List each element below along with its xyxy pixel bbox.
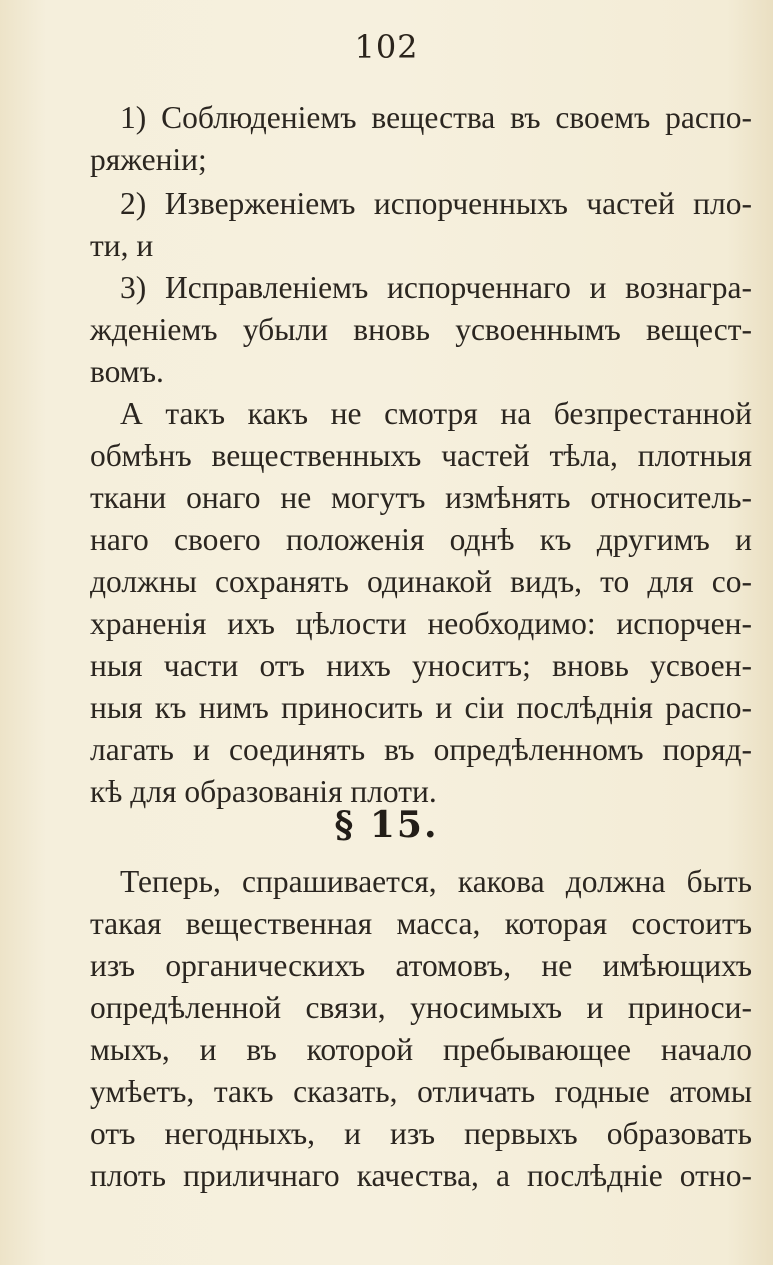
text-line: наго своего положенія однѣ къ другимъ и	[90, 522, 752, 557]
page-number: 102	[354, 28, 419, 66]
text-line: 2) Изверженіемъ испорченныхъ частей пло-	[120, 186, 752, 221]
text-line: обмѣнъ вещественныхъ частей тѣла, плотныя	[90, 438, 752, 473]
text-line: жденіемъ убыли вновь усвоеннымъ вещест-	[90, 312, 752, 347]
text-line: такая вещественная масса, которая состоитъ	[90, 906, 752, 941]
text-line: изъ органическихъ атомовъ, не имѣющихъ	[90, 948, 752, 983]
text-line: 1) Соблюденіемъ вещества въ своемъ распо-	[120, 100, 752, 135]
text-line: лагать и соединять въ опредѣленномъ поряд-	[90, 732, 752, 767]
text-line: плоть приличнаго качества, а послѣдніе отно-	[90, 1158, 752, 1193]
text-line: ныя къ нимъ приносить и сіи послѣднія распо-	[90, 690, 752, 725]
text-line: умѣетъ, такъ сказать, отличать годные атомы	[90, 1074, 752, 1109]
text-line: отъ негодныхъ, и изъ первыхъ образовать	[90, 1116, 752, 1151]
text-line: Теперь, спрашивается, какова должна быть	[120, 864, 752, 899]
text-line: ти, и	[90, 228, 154, 263]
text-line: 3) Исправленіемъ испорченнаго и вознагра-	[120, 270, 752, 305]
text-line: А такъ какъ не смотря на безпрестанной	[120, 396, 752, 431]
text-line: ныя части отъ нихъ уноситъ; вновь усвоен-	[90, 648, 752, 683]
text-line: мыхъ, и въ которой пребывающее начало	[90, 1032, 752, 1067]
text-line: храненія ихъ цѣлости необходимо: испорчен-	[90, 606, 752, 641]
section-heading: § 15.	[334, 804, 439, 846]
text-line: ряженіи;	[90, 142, 207, 177]
text-line: опредѣленной связи, уносимыхъ и приноси-	[90, 990, 752, 1025]
text-line: должны сохранять одинакой видъ, то для со-	[90, 564, 752, 599]
text-line: кѣ для образованія плоти.	[90, 774, 437, 809]
text-line: ткани онаго не могутъ измѣнять относитель-	[90, 480, 752, 515]
text-line: вомъ.	[90, 354, 164, 389]
